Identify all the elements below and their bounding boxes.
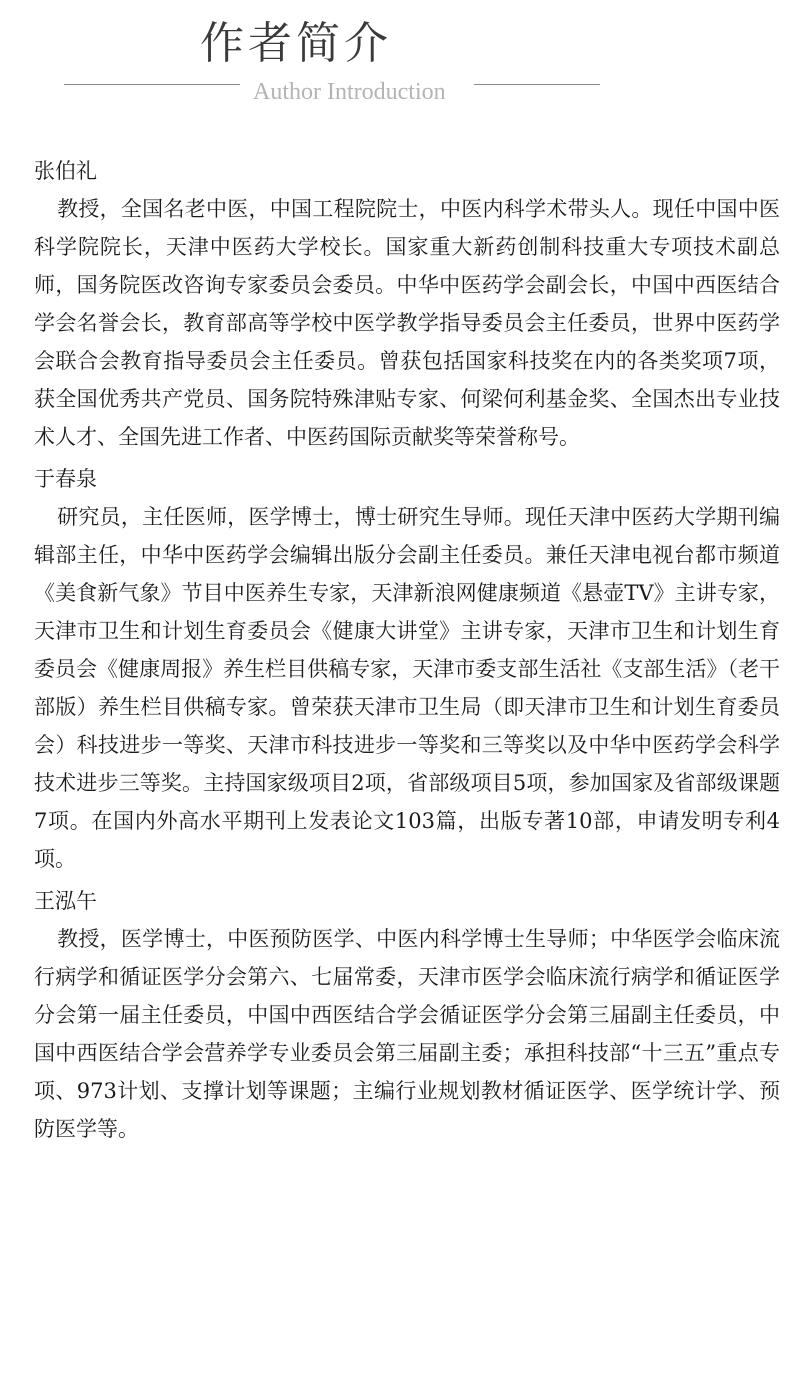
author-name: 王泓午 xyxy=(34,889,97,913)
author-bio: 研究员，主任医师，医学博士，博士研究生导师。现任天津中医药大学期刊编辑部主任，中华中医药学会编辑出版分会副主任委员。兼任天津电视台都市频道《美食新气象》节目中医养生专家，天津新浪网健康频道《悬壶TV》主讲专家，天津市卫生和计划生育委员会《健康大讲堂》主讲专家，天津市卫生和计划生育委员会《健康周报》养生栏目供稿专家，天津市委支部生活社《支部生活》（老干部版）养生栏目供稿专家。曾荣获天津市卫生局（即天津市卫生和计划生育委员会）科技进步一等奖、天津市科技进步一等奖和三等奖以及中华中医药学会科学技术进步三等奖。主持国家级项目2项，省部级项目5项，参加国家及省部级课题7项。在国内外高水平期刊上发表论文103篇，出版专著10部，申请发明专利4项。 xyxy=(34,505,780,871)
author-name: 张伯礼 xyxy=(34,159,97,183)
page-title: 作者简介 xyxy=(200,18,392,69)
header-rule-right xyxy=(474,84,600,85)
page-subtitle: Author Introduction xyxy=(253,79,446,105)
author-block-yu xyxy=(34,460,780,878)
author-block-zhang xyxy=(34,152,780,456)
author-bio: 教授，全国名老中医，中国工程院院士，中医内科学术带头人。现任中国中医科学院院长，天津中医药大学校长。国家重大新药创制科技重大专项技术副总师，国务院医改咨询专家委员会委员。中华中医药学会副会长，中国中西医结合学会名誉会长，教育部高等学校中医学教学指导委员会主任委员，世界中医药学会联合会教育指导委员会主任委员。曾获包括国家科技奖在内的各类奖项7项，获全国优秀共产党员、国务院特殊津贴专家、何梁何利基金奖、全国杰出专业技术人才、全国先进工作者、中医药国际贡献奖等荣誉称号。 xyxy=(34,197,780,449)
author-list xyxy=(34,152,780,1152)
author-block-wang xyxy=(34,882,780,1148)
author-name: 于春泉 xyxy=(34,467,97,491)
header-rule-left xyxy=(64,84,240,85)
author-bio: 教授，医学博士，中医预防医学、中医内科学博士生导师；中华医学会临床流行病学和循证医学分会第六、七届常委，天津市医学会临床流行病学和循证医学分会第一届主任委员，中国中西医结合学会循证医学分会第三届副主任委员，中国中西医结合学会营养学专业委员会第三届副主委；承担科技部“十三五”重点专项、973计划、支撑计划等课题；主编行业规划教材循证医学、医学统计学、预防医学等。 xyxy=(34,927,780,1141)
section-header xyxy=(0,0,800,130)
